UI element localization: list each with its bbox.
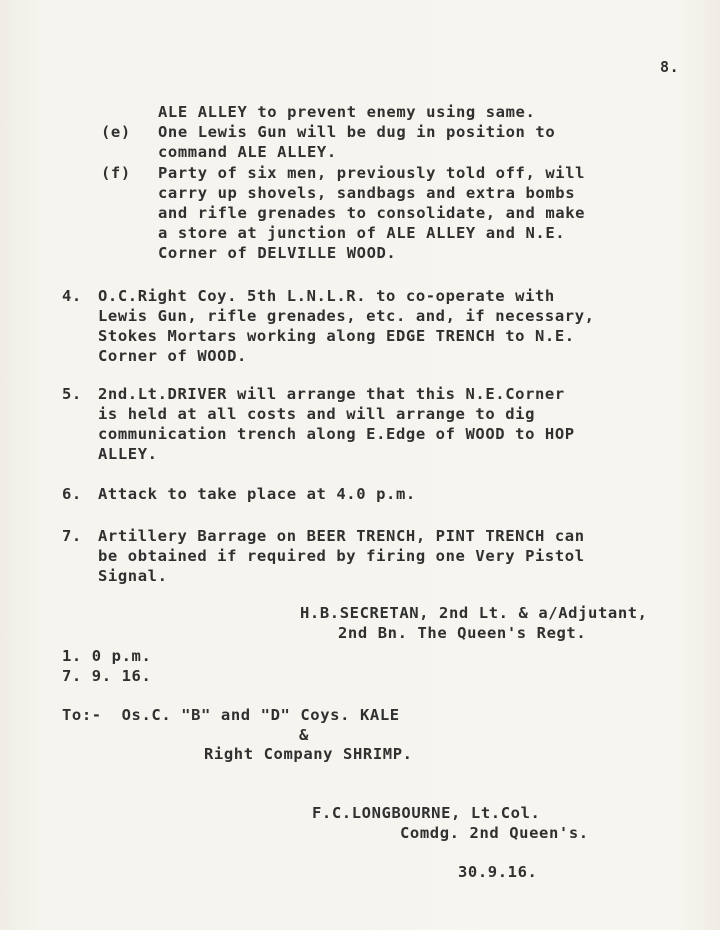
distribution-ampersand: & <box>299 726 309 744</box>
distribution-second-line: Right Company SHRIMP. <box>204 745 413 763</box>
para-4-line-1: O.C.Right Coy. 5th L.N.L.R. to co-operate with <box>98 287 555 305</box>
signature-2-title: Comdg. 2nd Queen's. <box>400 824 589 842</box>
item-f-line-2: carry up shovels, sandbags and extra bombs <box>158 184 576 202</box>
closing-date: 30.9.16. <box>458 863 538 881</box>
para-5-line-4: ALLEY. <box>98 445 158 463</box>
para-4-line-3: Stokes Mortars working along EDGE TRENCH to N.E. <box>98 327 575 345</box>
item-f-line-4: a store at junction of ALE ALLEY and N.E. <box>158 224 566 242</box>
item-e-line-2: command ALE ALLEY. <box>158 143 337 161</box>
para-6-number: 6. <box>62 485 82 503</box>
item-f-line-5: Corner of DELVILLE WOOD. <box>158 244 397 262</box>
para-7-number: 7. <box>62 527 82 545</box>
item-e-marker: (e) <box>101 123 131 141</box>
para-6-line-1: Attack to take place at 4.0 p.m. <box>98 485 416 503</box>
para-5-line-1: 2nd.Lt.DRIVER will arrange that this N.E.Corner <box>98 385 565 403</box>
para-7-line-2: be obtained if required by firing one Very Pistol <box>98 547 585 565</box>
signature-1-name: H.B.SECRETAN, 2nd Lt. & a/Adjutant, <box>300 604 648 622</box>
para-4-number: 4. <box>62 287 82 305</box>
para-7-line-1: Artillery Barrage on BEER TRENCH, PINT TRENCH can <box>98 527 585 545</box>
item-d-continuation: ALE ALLEY to prevent enemy using same. <box>158 103 536 121</box>
para-4-line-2: Lewis Gun, rifle grenades, etc. and, if necessary, <box>98 307 595 325</box>
para-7-line-3: Signal. <box>98 567 168 585</box>
para-5-line-3: communication trench along E.Edge of WOOD to HOP <box>98 425 575 443</box>
para-5-number: 5. <box>62 385 82 403</box>
item-f-line-3: and rifle grenades to consolidate, and make <box>158 204 586 222</box>
signature-1-unit: 2nd Bn. The Queen's Regt. <box>338 624 587 642</box>
issue-date: 7. 9. 16. <box>62 667 152 685</box>
issue-time: 1. 0 p.m. <box>62 647 152 665</box>
page-number: 8. <box>660 58 680 76</box>
para-4-line-4: Corner of WOOD. <box>98 347 247 365</box>
signature-2-name: F.C.LONGBOURNE, Lt.Col. <box>312 804 541 822</box>
distribution-to-line: To:- Os.C. "B" and "D" Coys. KALE <box>62 706 400 724</box>
para-5-line-2: is held at all costs and will arrange to dig <box>98 405 535 423</box>
item-f-line-1: Party of six men, previously told off, will <box>158 164 586 182</box>
item-e-line-1: One Lewis Gun will be dug in position to <box>158 123 556 141</box>
item-f-marker: (f) <box>101 164 131 182</box>
